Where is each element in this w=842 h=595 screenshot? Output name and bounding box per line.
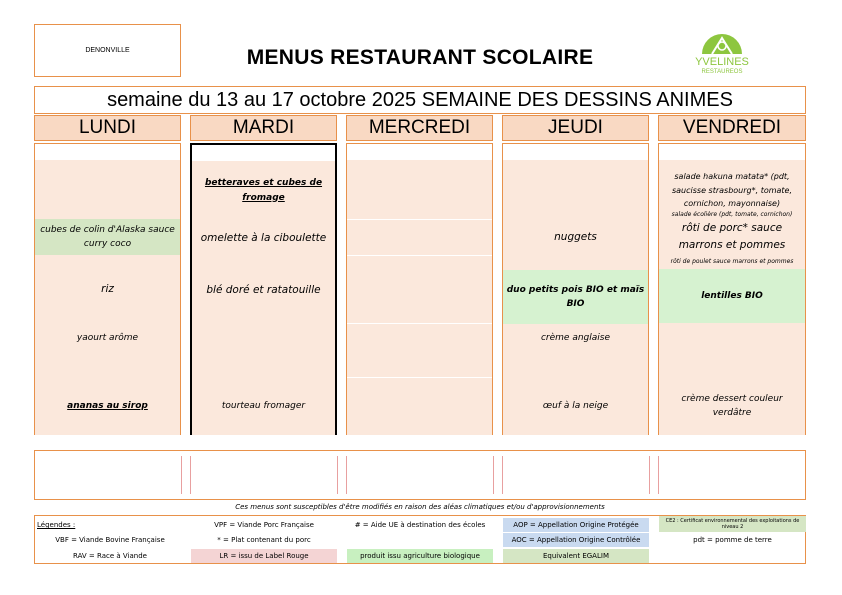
vendredi-plat: rôti de porc* sauce marrons et pommes (659, 219, 805, 255)
lundi-plat: cubes de colin d'Alaska sauce curry coco (35, 219, 180, 255)
lundi-dessert: ananas au sirop (35, 377, 180, 435)
legend-bio: produit issu agriculture biologique (347, 549, 493, 563)
school-name-box (34, 24, 181, 77)
day-header-mardi: MARDI (190, 115, 337, 141)
column-vendredi (658, 143, 806, 435)
legend (34, 515, 806, 564)
logo-text-main: YVELINES (695, 56, 749, 68)
legend-porc: * = Plat contenant du porc (217, 536, 311, 544)
column-mardi (190, 143, 337, 435)
day-header-jeudi: JEUDI (502, 115, 649, 141)
vendredi-entree: salade hakuna matata* (pdt, saucisse strasbourg*, tomate, cornichon, mayonnaise) (659, 160, 805, 211)
day-header-mercredi: MERCREDI (346, 115, 493, 141)
legend-aide: # = Aide UE à destination des écoles (354, 521, 486, 529)
legend-pdt: pdt = pomme de terre (693, 536, 772, 544)
vendredi-dessert: crème dessert couleur verdâtre (659, 377, 805, 435)
logo-text-sub: RESTAUREOS (701, 69, 743, 75)
mardi-entree: betteraves et cubes de fromage (204, 178, 323, 203)
legend-egalim: Equivalent EGALIM (503, 549, 649, 563)
column-lundi (34, 143, 181, 435)
jeudi-laitage: crème anglaise (503, 324, 648, 377)
day-header-vendredi: VENDREDI (658, 115, 806, 141)
legend-vpf: VPF = Viande Porc Française (214, 521, 314, 529)
legend-aoc: AOC = Appellation Origine Contrôlée (503, 533, 649, 547)
vendredi-plat-alt: rôti de poulet sauce marrons et pommes (659, 255, 805, 269)
lundi-accompagnement: riz (35, 255, 180, 323)
vendredi-accompagnement: lentilles BIO (659, 269, 805, 323)
extra-row (34, 450, 806, 500)
legend-label: Légendes : (37, 521, 76, 529)
week-banner: semaine du 13 au 17 octobre 2025 SEMAINE DES DESSINS ANIMES (34, 86, 806, 114)
yvelines-logo (684, 24, 760, 76)
disclaimer: Ces menus sont susceptibles d'être modifiés en raison des aléas climatiques et/ou d'approvisionnements (235, 503, 605, 511)
mardi-accompagnement: blé doré et ratatouille (192, 256, 335, 324)
column-jeudi (502, 143, 649, 435)
legend-aop: AOP = Appellation Origine Protégée (503, 518, 649, 532)
legend-ce2: CE2 : Certificat environnemental des exploitations de niveau 2 (659, 516, 806, 532)
mardi-dessert: tourteau fromager (192, 378, 335, 435)
school-name: DENONVILLE (85, 47, 130, 54)
jeudi-dessert: œuf à la neige (503, 377, 648, 435)
lundi-laitage: yaourt arôme (35, 323, 180, 377)
jeudi-accompagnement: duo petits pois BIO et maïs BIO (503, 270, 648, 324)
page-title: MENUS RESTAURANT SCOLAIRE (246, 46, 594, 69)
jeudi-plat: nuggets (503, 219, 648, 255)
column-mercredi (346, 143, 493, 435)
legend-lr: LR = issu de Label Rouge (191, 549, 337, 563)
vendredi-entree-alt: salade écolière (pdt, tomate, cornichon) (659, 211, 805, 219)
legend-rav: RAV = Race à Viande (73, 552, 147, 560)
logo-icon (684, 24, 760, 76)
legend-vbf: VBF = Viande Bovine Française (55, 536, 165, 544)
mardi-plat: omelette à la ciboulette (192, 220, 335, 256)
day-header-lundi: LUNDI (34, 115, 181, 141)
